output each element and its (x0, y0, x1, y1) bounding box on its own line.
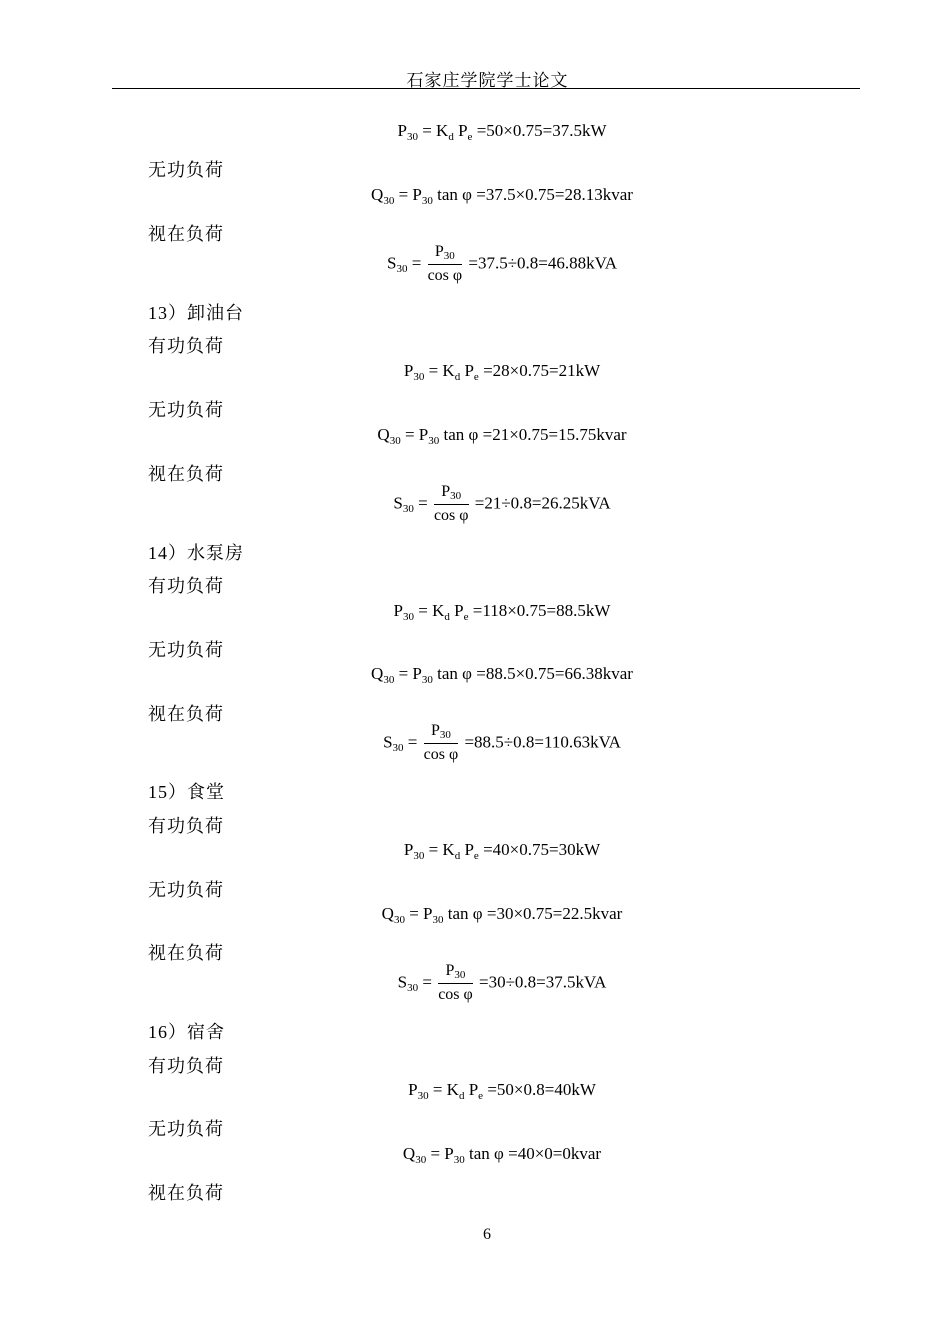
formula-value: 30÷0.8=37.5kVA (488, 972, 607, 992)
label-reactive-load: 无功负荷 (148, 640, 224, 660)
fraction: $\frac{P30}{\text{cos φ}}$ (438, 962, 473, 1003)
label-reactive-load: 无功负荷 (148, 160, 224, 180)
formula-active-load-12: $P_{30} = K_d$ $P_e =50\times 0.75=37.5kW$ (397, 121, 607, 143)
formula-value: 28×0.75=21kW (492, 361, 601, 380)
formula-value: 88.5÷0.8=110.63kVA (474, 732, 621, 752)
formula-value: 50×0.8=40kW (496, 1080, 596, 1099)
formula-reactive-load-15: $Q_{30} = P_{30}$ tan φ =30×0.75=22.5kvar (381, 904, 623, 926)
formula-active-load-14: $P_{30} = K_d$ $P_e =118\times 0.75=88.5kW$ (393, 601, 611, 623)
label-active-load: 有功负荷 (148, 576, 224, 596)
label-active-load: 有功负荷 (148, 816, 224, 836)
formula-apparent-load-13: $S_{30}$ = $\frac{P30}{\text{cos φ}}$ =21÷0.8=26.25kVA (0, 482, 950, 527)
label-apparent-load: 视在负荷 (148, 1183, 224, 1203)
formula-value: 118×0.75=88.5kW (482, 601, 611, 620)
label-reactive-load: 无功负荷 (148, 1119, 224, 1139)
formula-apparent-load-14: $S_{30}$ = $\frac{P30}{\text{cos φ}}$ =88.5÷0.8=110.63kVA (0, 721, 950, 766)
fraction: $\frac{P30}{\text{cos φ}}$ (427, 243, 463, 284)
label-apparent-load: 视在负荷 (148, 224, 224, 244)
formula-value: 50×0.75=37.5kW (486, 121, 607, 140)
formula-reactive-load-12: $Q_{30} = P_{30}$ tan φ =37.5×0.75=28.13kvar (371, 185, 633, 207)
formula-apparent-load-12: $S_{30}$ = $\frac{P30}{\text{cos φ}}$ =37.5÷0.8=46.88kVA (0, 242, 950, 287)
section-title-13: 13）卸油台 (148, 303, 244, 323)
label-apparent-load: 视在负荷 (148, 464, 224, 484)
page-number: 6 (483, 1226, 491, 1243)
formula-reactive-load-13: $Q_{30} = P_{30}$ tan φ =21×0.75=15.75kvar (377, 425, 627, 447)
page-header-title: 石家庄学院学士论文 (406, 71, 569, 90)
label-active-load: 有功负荷 (148, 1056, 224, 1076)
formula-value: 37.5×0.75=28.13kvar (485, 185, 633, 204)
formula-active-load-13: $P_{30} = K_d$ $P_e =28\times 0.75=21kW$ (403, 361, 601, 383)
section-title-15: 15）食堂 (148, 782, 225, 802)
formula-value: 21×0.75=15.75kvar (492, 425, 627, 444)
header-rule (112, 88, 860, 89)
formula-value: 30×0.75=22.5kvar (496, 904, 623, 923)
formula-value: 40×0.75=30kW (492, 840, 601, 859)
section-title-16: 16）宿舍 (148, 1022, 225, 1042)
formula-value: 88.5×0.75=66.38kvar (485, 664, 633, 683)
label-active-load: 有功负荷 (148, 336, 224, 356)
label-apparent-load: 视在负荷 (148, 704, 224, 724)
label-reactive-load: 无功负荷 (148, 880, 224, 900)
formula-value: 21÷0.8=26.25kVA (484, 493, 611, 513)
formula-value: 40×0=0kvar (517, 1144, 602, 1163)
formula-reactive-load-14: $Q_{30} = P_{30}$ tan φ =88.5×0.75=66.38kvar (371, 664, 633, 686)
label-reactive-load: 无功负荷 (148, 400, 224, 420)
formula-apparent-load-15: $S_{30}$ = $\frac{P30}{\text{cos φ}}$ =30÷0.8=37.5kVA (0, 961, 950, 1006)
label-apparent-load: 视在负荷 (148, 943, 224, 963)
fraction: $\frac{P30}{\text{cos φ}}$ (423, 722, 459, 763)
formula-active-load-16: $P_{30} = K_d$ $P_e =50\times 0.8=40kW$ (408, 1080, 596, 1102)
fraction: $\frac{P30}{\text{cos φ}}$ (433, 483, 469, 524)
formula-active-load-15: $P_{30} = K_d$ $P_e =40\times 0.75=30kW$ (403, 840, 601, 862)
section-title-14: 14）水泵房 (148, 543, 244, 563)
formula-value: 37.5÷0.8=46.88kVA (477, 253, 617, 273)
formula-reactive-load-16: $Q_{30} = P_{30}$ tan φ =40×0=0kvar (402, 1144, 602, 1166)
